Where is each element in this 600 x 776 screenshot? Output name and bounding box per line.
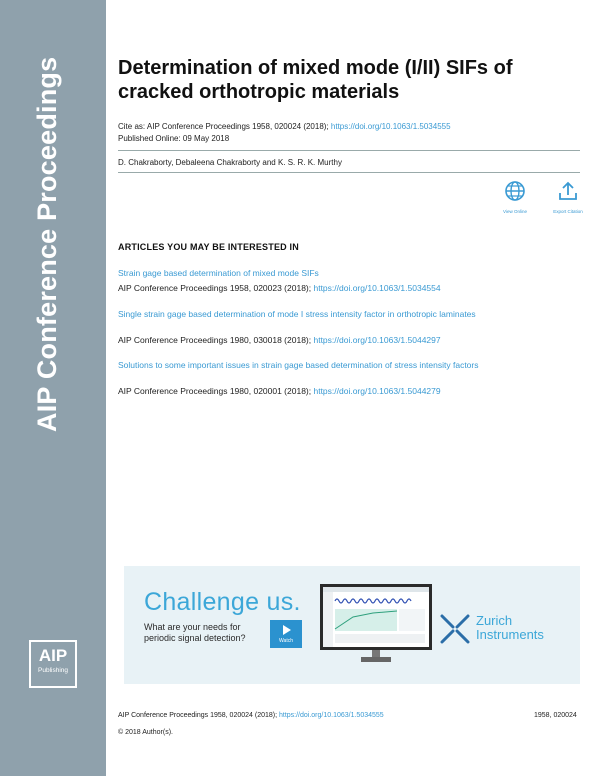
ad-tagline-line1: What are your needs for	[144, 622, 241, 632]
article-doi-link[interactable]: https://doi.org/10.1063/1.5034554	[313, 283, 441, 293]
ad-tagline-line2: periodic signal detection?	[144, 633, 246, 643]
view-online-button[interactable]	[493, 180, 537, 220]
view-online-label: View Online	[503, 209, 527, 214]
citation-line	[118, 121, 451, 132]
divider	[118, 172, 580, 173]
ad-brand-line1: Zurich	[476, 613, 513, 628]
footer-doi-link[interactable]: https://doi.org/10.1063/1.5034555	[278, 712, 384, 719]
zurich-instruments-logo-icon	[440, 614, 470, 644]
authors: D. Chakraborty, Debaleena Chakraborty and K. S. R. K. Murthy	[118, 158, 342, 167]
related-articles-heading: ARTICLES YOU MAY BE INTERESTED IN	[118, 242, 299, 252]
watch-label: Watch	[279, 638, 293, 644]
monitor-image	[320, 584, 432, 650]
monitor-screen	[323, 587, 429, 647]
globe-icon	[504, 180, 526, 202]
citation-text: Cite as: AIP Conference Proceedings 1958, 020024 (2018);	[118, 122, 331, 131]
article-doi-link[interactable]: https://doi.org/10.1063/1.5044297	[313, 335, 441, 345]
article-title: Determination of mixed mode (I/II) SIFs of cracked orthotropic materials	[118, 57, 513, 103]
ad-brand-line2: Instruments	[476, 627, 544, 642]
article-ref-text: AIP Conference Proceedings 1980, 030018 (2018);	[118, 335, 314, 345]
export-citation-label: Export Citation	[553, 209, 583, 214]
related-article-title[interactable]: Strain gage based determination of mixed mode SIFs	[118, 268, 319, 278]
article-ref-text: AIP Conference Proceedings 1980, 020001 (2018);	[118, 386, 314, 396]
export-citation-button[interactable]	[546, 180, 590, 220]
footer-page-ref: 1958, 020024	[534, 712, 577, 719]
footer-ref-text: AIP Conference Proceedings 1958, 020024 (2018);	[118, 712, 279, 719]
ad-headline: Challenge us.	[144, 588, 301, 616]
related-article-title[interactable]: Single strain gage based determination of mode I stress intensity factor in orthotropic laminates	[118, 309, 476, 319]
ad-tagline	[144, 622, 246, 644]
divider	[118, 150, 580, 151]
monitor-base	[361, 657, 391, 662]
journal-title: AIP Conference Proceedings	[32, 56, 62, 432]
footer-citation	[118, 712, 384, 719]
citation-doi-link[interactable]: https://doi.org/10.1063/1.5034555	[330, 122, 451, 131]
advertisement-banner[interactable]	[124, 566, 580, 684]
related-article-ref	[118, 283, 441, 294]
article-ref-text: AIP Conference Proceedings 1958, 020023 (2018);	[118, 283, 314, 293]
play-icon	[280, 624, 292, 636]
copyright: © 2018 Author(s).	[118, 729, 173, 736]
related-article-title[interactable]: Solutions to some important issues in strain gage based determination of stress intensity factors	[118, 360, 479, 370]
logo-subtext: Publishing	[38, 667, 68, 674]
related-article-ref	[118, 386, 441, 397]
related-article-ref	[118, 335, 441, 346]
published-date: Published Online: 09 May 2018	[118, 134, 230, 143]
article-doi-link[interactable]: https://doi.org/10.1063/1.5044279	[313, 386, 441, 396]
aip-publishing-logo[interactable]	[29, 640, 77, 688]
ad-brand	[476, 614, 544, 642]
watch-button[interactable]	[270, 620, 302, 648]
sidebar	[0, 0, 106, 776]
logo-text: AIP	[38, 646, 68, 665]
export-icon	[557, 180, 579, 202]
